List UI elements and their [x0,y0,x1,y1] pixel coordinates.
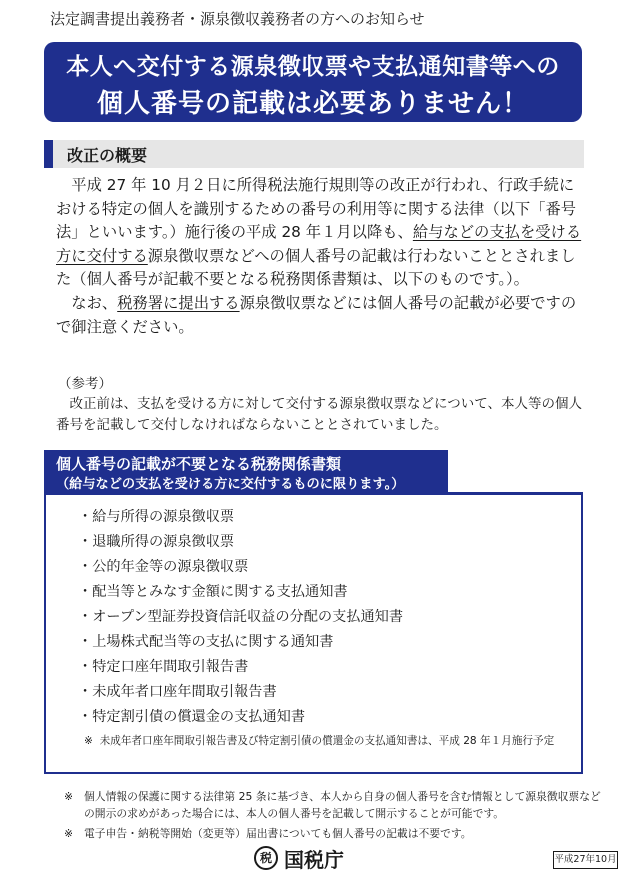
overview-p2-text-a: なお、 [71,293,118,312]
tax-seal-icon: 税 [254,846,278,870]
list-item: ・配当等とみなす金額に関する支払通知書 [78,584,348,600]
reference-text: 改正前は、支払を受ける方に対して交付する源泉徴収票などについて、本人等の個人番号を記載して交付しなければならないこととされていました。 [56,396,582,433]
agency-name: 国税庁 [284,848,344,872]
overview-p1-text-a: 平成 27 年 10 月２日に所得税法施行規則等の改正が行われ、行政手続における特定の個人を識別するための番号の利用等に関する法律（以下「番号法」といいます。）施行後の平成 28 年１月以降も、 [56,176,577,242]
list-item: ・退職所得の源泉徴収票 [78,534,235,550]
headline-line-2: 個人番号の記載は必要ありません！ [96,89,529,119]
overview-heading: 改正の概要 [67,146,148,165]
list-item: ・上場株式配当等の支払に関する通知書 [78,634,334,650]
overview-p2-text-b: 源泉徴収票などには個人番号の記載が必要ですので御注意ください。 [56,293,577,336]
overview-paragraph-1 [56,174,584,292]
footnote [64,825,604,842]
list-item: ・公的年金等の源泉徴収票 [78,559,249,575]
overview-p1-text-b: 源泉徴収票などへの個人番号の記載は行わないこととされました（個人番号が記載不要となる税務関係書類は、以下のものです。）。 [56,246,576,289]
issue-date: 平成27年10月 [553,851,618,869]
overview-heading-bar [44,140,584,168]
headline-banner [44,42,582,122]
footnote [64,788,604,822]
docs-box-note-mark: ※ [84,735,93,747]
footnotes [64,788,604,842]
docs-box-note-text: 未成年者口座年間取引報告書及び特定割引債の償還金の支払通知書は、平成 28 年１月施行予定 [99,735,555,747]
list-item: ・特定割引債の償還金の支払通知書 [78,709,306,725]
list-item: ・オープン型証券投資信託収益の分配の支払通知書 [78,609,404,625]
overview-p1-emphasis: 給与などの支払を受ける方に交付する [56,223,582,265]
footnote-mark: ※ [64,790,74,803]
list-item: ・特定口座年間取引報告書 [78,659,249,675]
reference-label: （参考） [58,376,112,392]
footnote-text: 電子申告・納税等開始（変更等）届出書についても個人番号の記載は不要です。 [84,827,472,840]
list-item: ・給与所得の源泉徴収票 [78,509,235,525]
overview-body [56,174,584,339]
docs-box-header [44,450,448,492]
list-item: ・未成年者口座年間取引報告書 [78,684,277,700]
docs-box-title: 個人番号の記載が不要となる税務関係書類 [56,455,342,473]
headline-line-1: 本人へ交付する源泉徴収票や支払通知書等への [66,54,560,80]
footnote-mark: ※ [64,827,74,840]
docs-box-subtitle: （給与などの支払を受ける方に交付するものに限ります。） [56,477,405,492]
docs-box-note [84,732,562,750]
notice-kicker: 法定調書提出義務者・源泉徴収義務者の方へのお知らせ [50,10,425,28]
overview-p2-emphasis: 税務署に提出する [117,293,240,312]
overview-paragraph-2 [56,292,584,339]
footnote-text: 個人情報の保護に関する法律第 25 条に基づき、本人から自身の個人番号を含む情報として源泉徴収票などの開示の求めがあった場合には、本人の個人番号を記載して開示することが可能です。 [84,790,601,820]
